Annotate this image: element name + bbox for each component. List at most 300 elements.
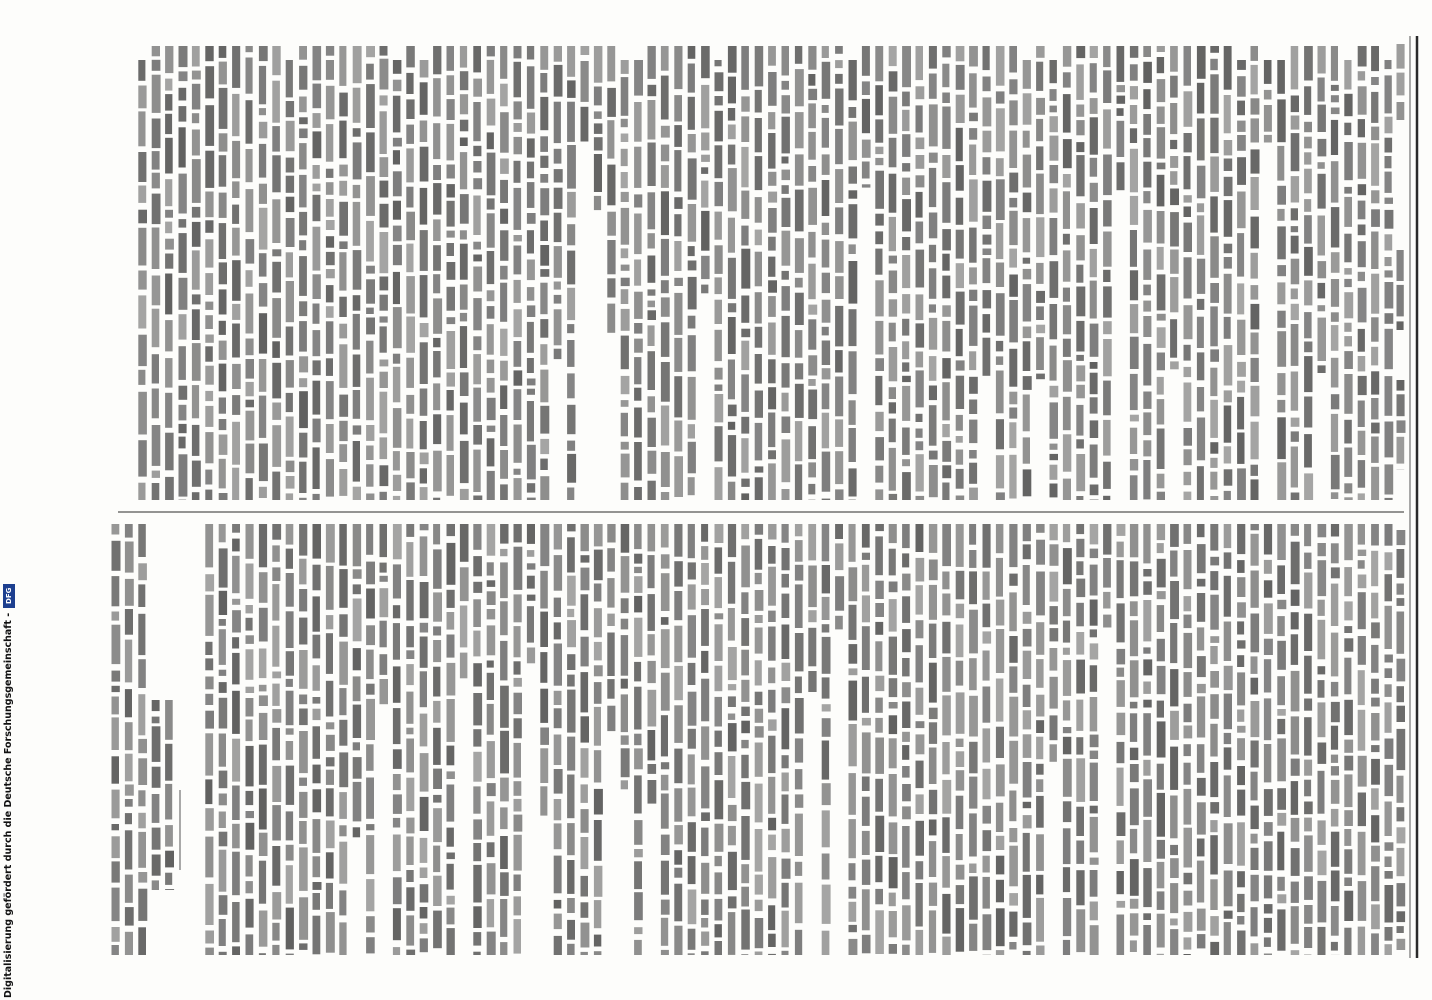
text-line-segment <box>473 388 481 422</box>
text-line-segment <box>1130 459 1138 471</box>
text-line-segment <box>1277 226 1286 259</box>
text-line-segment <box>205 642 212 655</box>
text-line-segment <box>380 437 388 459</box>
text-line-segment <box>1331 120 1338 155</box>
text-line-segment <box>929 153 938 163</box>
text-line-segment <box>152 276 161 306</box>
text-line-segment <box>500 549 507 556</box>
text-line-segment <box>339 324 347 339</box>
text-line-segment <box>1224 552 1232 568</box>
text-line-segment <box>1076 807 1084 836</box>
text-line-segment <box>1036 62 1043 91</box>
text-line-segment <box>473 161 481 173</box>
text-line-segment <box>487 99 496 126</box>
text-line-segment <box>607 304 615 333</box>
text-line-segment <box>634 524 642 549</box>
text-line-segment <box>956 524 964 567</box>
text-line-segment <box>1397 73 1405 96</box>
text-line-segment <box>179 233 187 273</box>
text-line-segment <box>1224 317 1231 339</box>
text-line-segment <box>447 612 455 630</box>
text-line-segment <box>1103 339 1112 376</box>
text-line-segment <box>1063 94 1071 133</box>
text-line-segment <box>1210 694 1219 719</box>
text-line-segment <box>393 475 401 491</box>
text-line-segment <box>527 322 534 353</box>
text-line-segment <box>634 576 642 593</box>
text-line-segment <box>1050 304 1058 339</box>
text-line-segment <box>272 672 281 679</box>
text-line-segment <box>1050 188 1058 212</box>
text-line-segment <box>621 265 630 271</box>
text-line-segment <box>661 191 669 235</box>
text-line-segment <box>1210 942 1219 955</box>
text-line-segment <box>313 524 322 559</box>
text-line-segment <box>433 274 440 293</box>
text-line-segment <box>420 421 427 449</box>
text-line-segment <box>1277 209 1284 221</box>
text-line-segment <box>782 859 791 879</box>
text-line-segment <box>1103 496 1110 500</box>
text-line-segment <box>661 76 669 120</box>
text-line-segment <box>447 287 456 311</box>
text-line-segment <box>1237 931 1245 956</box>
text-line-segment <box>741 417 749 434</box>
text-line-segment <box>473 843 481 861</box>
text-line-segment <box>1050 402 1059 438</box>
text-line-segment <box>326 86 335 120</box>
text-line-segment <box>822 240 830 268</box>
text-line-segment <box>728 684 736 690</box>
text-line-segment <box>728 77 736 104</box>
text-line-segment <box>983 687 991 723</box>
text-line-segment <box>755 156 763 190</box>
text-line-segment <box>889 738 897 768</box>
text-line-segment <box>1371 398 1378 419</box>
text-line-segment <box>688 134 696 152</box>
text-line-segment <box>849 244 856 254</box>
text-line-segment <box>165 222 172 234</box>
text-line-segment <box>1224 46 1232 90</box>
text-line-segment <box>648 46 656 79</box>
text-line-segment <box>353 425 362 434</box>
text-line-segment <box>1385 313 1394 324</box>
text-line-segment <box>500 731 509 774</box>
text-line-segment <box>1371 866 1379 901</box>
text-line-segment <box>822 783 831 805</box>
text-line-segment <box>460 244 468 280</box>
text-line-segment <box>339 444 347 462</box>
text-line-segment <box>1050 261 1059 298</box>
text-line-segment <box>1063 548 1072 584</box>
text-line-segment <box>1076 700 1083 731</box>
text-line-segment <box>286 845 294 861</box>
text-line-segment <box>205 335 214 343</box>
text-line-segment <box>366 221 374 262</box>
text-line-segment <box>674 95 682 121</box>
text-line-segment <box>514 123 522 132</box>
text-line-segment <box>701 812 710 821</box>
text-line-segment <box>661 673 670 711</box>
text-line-segment <box>956 65 965 90</box>
text-line-segment <box>138 872 147 883</box>
text-line-segment <box>1251 806 1259 830</box>
text-line-segment <box>822 704 831 711</box>
text-line-segment <box>313 856 321 877</box>
text-line-segment <box>125 640 132 683</box>
text-line-segment <box>366 589 375 619</box>
text-line-segment <box>487 609 496 619</box>
text-line-segment <box>1063 648 1070 655</box>
text-line-segment <box>286 908 294 950</box>
text-line-segment <box>768 719 777 730</box>
text-line-segment <box>1090 524 1099 544</box>
text-line-segment <box>205 432 213 463</box>
text-line-segment <box>1291 46 1299 89</box>
text-line-segment <box>916 761 924 789</box>
text-line-segment <box>339 469 347 496</box>
text-line-segment <box>929 883 937 906</box>
text-line-segment <box>1130 764 1139 782</box>
text-line-segment <box>741 910 750 950</box>
text-line-segment <box>1130 913 1139 935</box>
text-line-segment <box>1210 196 1218 232</box>
text-line-segment <box>942 358 950 378</box>
text-line-segment <box>1264 918 1272 933</box>
text-line-segment <box>1397 598 1405 606</box>
text-line-segment <box>1076 579 1085 598</box>
text-line-segment <box>634 596 642 613</box>
text-line-segment <box>1251 358 1259 382</box>
text-line-segment <box>1304 137 1312 149</box>
text-line-segment <box>152 194 161 225</box>
text-line-segment <box>902 341 909 359</box>
text-line-segment <box>1210 524 1218 551</box>
text-line-segment <box>406 950 415 955</box>
text-line-segment <box>1170 361 1179 369</box>
text-line-segment <box>607 212 616 236</box>
text-line-segment <box>473 819 482 839</box>
text-line-segment <box>246 400 255 408</box>
text-line-segment <box>380 524 388 557</box>
text-line-segment <box>862 626 870 670</box>
text-line-segment <box>447 455 455 496</box>
text-line-segment <box>969 742 978 774</box>
text-line-segment <box>246 411 255 441</box>
text-line-segment <box>741 374 749 412</box>
text-line-segment <box>875 466 883 483</box>
text-line-segment <box>313 360 321 375</box>
text-line-segment <box>1143 162 1151 188</box>
text-line-segment <box>567 690 575 733</box>
text-line-segment <box>1009 636 1017 663</box>
text-line-segment <box>1130 620 1138 656</box>
text-line-segment <box>1331 633 1338 677</box>
text-line-segment <box>996 341 1003 352</box>
text-line-segment <box>272 584 279 621</box>
text-line-segment <box>299 212 307 236</box>
text-line-segment <box>1251 65 1258 95</box>
text-line-segment <box>701 900 709 915</box>
text-line-segment <box>688 97 695 130</box>
text-line-segment <box>661 322 670 357</box>
text-line-segment <box>1224 390 1232 402</box>
text-line-segment <box>916 429 923 438</box>
text-line-segment <box>1210 157 1219 192</box>
text-line-segment <box>996 679 1004 722</box>
text-line-segment <box>152 794 160 823</box>
text-line-segment <box>768 280 777 292</box>
text-line-segment <box>339 165 348 177</box>
text-line-segment <box>205 658 213 670</box>
text-line-segment <box>1197 696 1205 737</box>
text-line-segment <box>433 123 440 159</box>
text-line-segment <box>1090 46 1098 58</box>
text-line-segment <box>916 620 924 638</box>
text-line-segment <box>1277 719 1285 734</box>
text-line-segment <box>366 64 374 80</box>
text-line-segment <box>554 213 562 242</box>
text-line-segment <box>782 117 790 154</box>
text-line-segment <box>607 524 615 543</box>
text-line-segment <box>165 254 173 269</box>
text-line-segment <box>996 629 1004 673</box>
text-line-segment <box>607 165 615 206</box>
text-line-segment <box>1251 875 1259 902</box>
text-line-segment <box>232 599 240 605</box>
text-line-segment <box>1117 108 1124 116</box>
text-line-segment <box>433 298 442 333</box>
text-line-segment <box>1076 561 1083 575</box>
text-line-segment <box>1184 46 1192 86</box>
text-line-segment <box>996 492 1005 500</box>
text-line-segment <box>1371 209 1380 227</box>
text-line-segment <box>299 897 308 940</box>
text-line-segment <box>688 158 697 199</box>
text-line-segment <box>152 173 160 189</box>
text-line-segment <box>1023 437 1030 463</box>
text-line-segment <box>822 223 829 235</box>
text-line-segment <box>916 821 925 856</box>
text-line-segment <box>567 340 574 367</box>
text-line-segment <box>648 143 656 187</box>
text-line-segment <box>232 946 240 955</box>
text-line-segment <box>1344 187 1352 194</box>
text-line-segment <box>487 562 494 575</box>
text-line-segment <box>862 99 870 133</box>
text-line-segment <box>661 280 669 293</box>
text-line-segment <box>406 73 413 94</box>
text-line-segment <box>1117 524 1126 536</box>
text-line-segment <box>1130 475 1138 500</box>
text-line-segment <box>621 309 630 331</box>
text-line-segment <box>942 276 950 299</box>
text-line-segment <box>715 300 723 324</box>
text-line-segment <box>326 770 334 785</box>
text-line-segment <box>259 122 267 139</box>
text-line-segment <box>1036 46 1045 58</box>
text-line-segment <box>286 360 294 388</box>
text-line-segment <box>179 437 186 449</box>
text-line-segment <box>205 595 213 636</box>
text-line-segment <box>1210 916 1219 936</box>
text-line-segment <box>393 708 401 744</box>
text-line-segment <box>205 273 213 295</box>
text-line-segment <box>1170 277 1178 312</box>
text-line-segment <box>849 724 857 766</box>
text-line-segment <box>380 316 388 322</box>
text-line-segment <box>1197 524 1205 537</box>
text-line-segment <box>1371 645 1378 673</box>
text-line-segment <box>808 524 816 560</box>
text-line-segment <box>1318 162 1325 169</box>
text-line-segment <box>782 883 789 908</box>
text-line-segment <box>540 652 547 683</box>
text-line-segment <box>688 788 696 817</box>
text-line-segment <box>326 252 335 265</box>
text-line-segment <box>527 287 534 301</box>
text-line-segment <box>219 698 228 729</box>
text-line-segment <box>554 282 561 290</box>
text-line-segment <box>916 222 924 244</box>
text-line-segment <box>125 932 133 955</box>
text-line-segment <box>1170 929 1178 955</box>
text-line-segment <box>1143 460 1150 499</box>
text-line-segment <box>299 731 308 773</box>
text-line-segment <box>380 372 388 388</box>
text-line-segment <box>433 338 440 347</box>
text-line-segment <box>1130 829 1137 853</box>
text-line-segment <box>701 155 710 162</box>
text-line-segment <box>366 937 375 953</box>
text-line-segment <box>326 788 334 816</box>
text-line-segment <box>1143 713 1151 755</box>
text-line-segment <box>246 934 254 955</box>
text-line-segment <box>1344 336 1352 346</box>
text-line-segment <box>1184 763 1191 785</box>
text-line-segment <box>487 591 496 605</box>
text-line-segment <box>1157 474 1165 489</box>
text-line-segment <box>406 419 413 449</box>
text-line-segment <box>1117 162 1125 190</box>
text-line-segment <box>447 524 456 536</box>
text-line-segment <box>996 908 1005 946</box>
text-line-segment <box>1090 806 1098 814</box>
text-line-segment <box>648 661 656 683</box>
text-line-segment <box>420 637 428 668</box>
text-line-segment <box>393 272 400 304</box>
text-line-segment <box>969 658 977 690</box>
text-line-segment <box>1090 281 1097 319</box>
text-line-segment <box>1076 439 1084 448</box>
text-line-segment <box>661 362 670 402</box>
text-line-segment <box>969 610 978 654</box>
text-line-segment <box>138 758 147 785</box>
text-line-segment <box>313 635 321 659</box>
text-line-segment <box>902 255 910 288</box>
text-line-segment <box>1331 766 1339 775</box>
text-line-segment <box>1117 649 1126 665</box>
text-line-segment <box>728 805 737 821</box>
text-line-segment <box>983 97 992 126</box>
text-line-segment <box>1036 263 1044 284</box>
text-line-segment <box>1197 215 1204 255</box>
text-line-segment <box>969 145 976 176</box>
text-line-segment <box>902 872 910 899</box>
text-line-segment <box>1197 778 1206 796</box>
text-line-segment <box>755 292 762 323</box>
text-line-segment <box>996 356 1003 365</box>
text-line-segment <box>1063 940 1070 955</box>
text-line-segment <box>1009 592 1017 631</box>
text-line-segment <box>219 734 226 767</box>
text-line-segment <box>1331 906 1339 936</box>
text-line-segment <box>741 296 749 323</box>
text-line-segment <box>1076 64 1084 100</box>
text-line-segment <box>929 356 937 381</box>
text-line-segment <box>1331 95 1339 102</box>
text-line-segment <box>1050 648 1058 671</box>
text-line-segment <box>232 260 241 301</box>
text-line-segment <box>902 806 911 819</box>
text-line-segment <box>916 250 925 288</box>
text-line-segment <box>487 198 495 209</box>
text-line-segment <box>1318 560 1327 596</box>
text-line-segment <box>1264 841 1273 871</box>
text-line-segment <box>701 679 709 722</box>
text-line-segment <box>1224 140 1233 155</box>
text-line-segment <box>326 46 334 56</box>
text-line-segment <box>1009 741 1018 784</box>
text-line-segment <box>648 301 656 308</box>
text-line-segment <box>299 117 308 124</box>
text-line-segment <box>138 694 145 735</box>
text-line-segment <box>1076 120 1084 135</box>
text-line-segment <box>1237 710 1244 722</box>
text-line-segment <box>554 856 562 894</box>
text-line-segment <box>152 389 159 419</box>
text-line-segment <box>688 663 696 685</box>
text-line-segment <box>674 666 683 700</box>
text-line-segment <box>1385 329 1393 369</box>
text-line-segment <box>1170 858 1179 878</box>
text-line-segment <box>621 635 628 676</box>
text-line-segment <box>1210 571 1218 590</box>
text-line-segment <box>1277 600 1286 609</box>
text-line-segment <box>393 835 401 872</box>
text-line-segment <box>1023 802 1031 808</box>
text-line-segment <box>956 329 963 356</box>
text-line-segment <box>929 585 937 620</box>
text-line-segment <box>487 426 496 432</box>
text-line-segment <box>1291 431 1299 441</box>
text-line-segment <box>835 89 843 126</box>
text-line-segment <box>339 688 346 715</box>
text-line-segment <box>782 708 790 749</box>
text-line-segment <box>473 102 480 141</box>
text-line-segment <box>741 816 749 860</box>
text-line-segment <box>1210 496 1218 500</box>
text-line-segment <box>259 713 268 740</box>
text-line-segment <box>179 88 187 101</box>
text-line-segment <box>942 937 950 955</box>
text-line-segment <box>447 184 455 197</box>
text-line-segment <box>380 232 389 273</box>
text-line-segment <box>1385 684 1392 697</box>
text-line-segment <box>782 231 791 266</box>
text-line-segment <box>1277 186 1286 205</box>
text-line-segment <box>554 769 563 794</box>
